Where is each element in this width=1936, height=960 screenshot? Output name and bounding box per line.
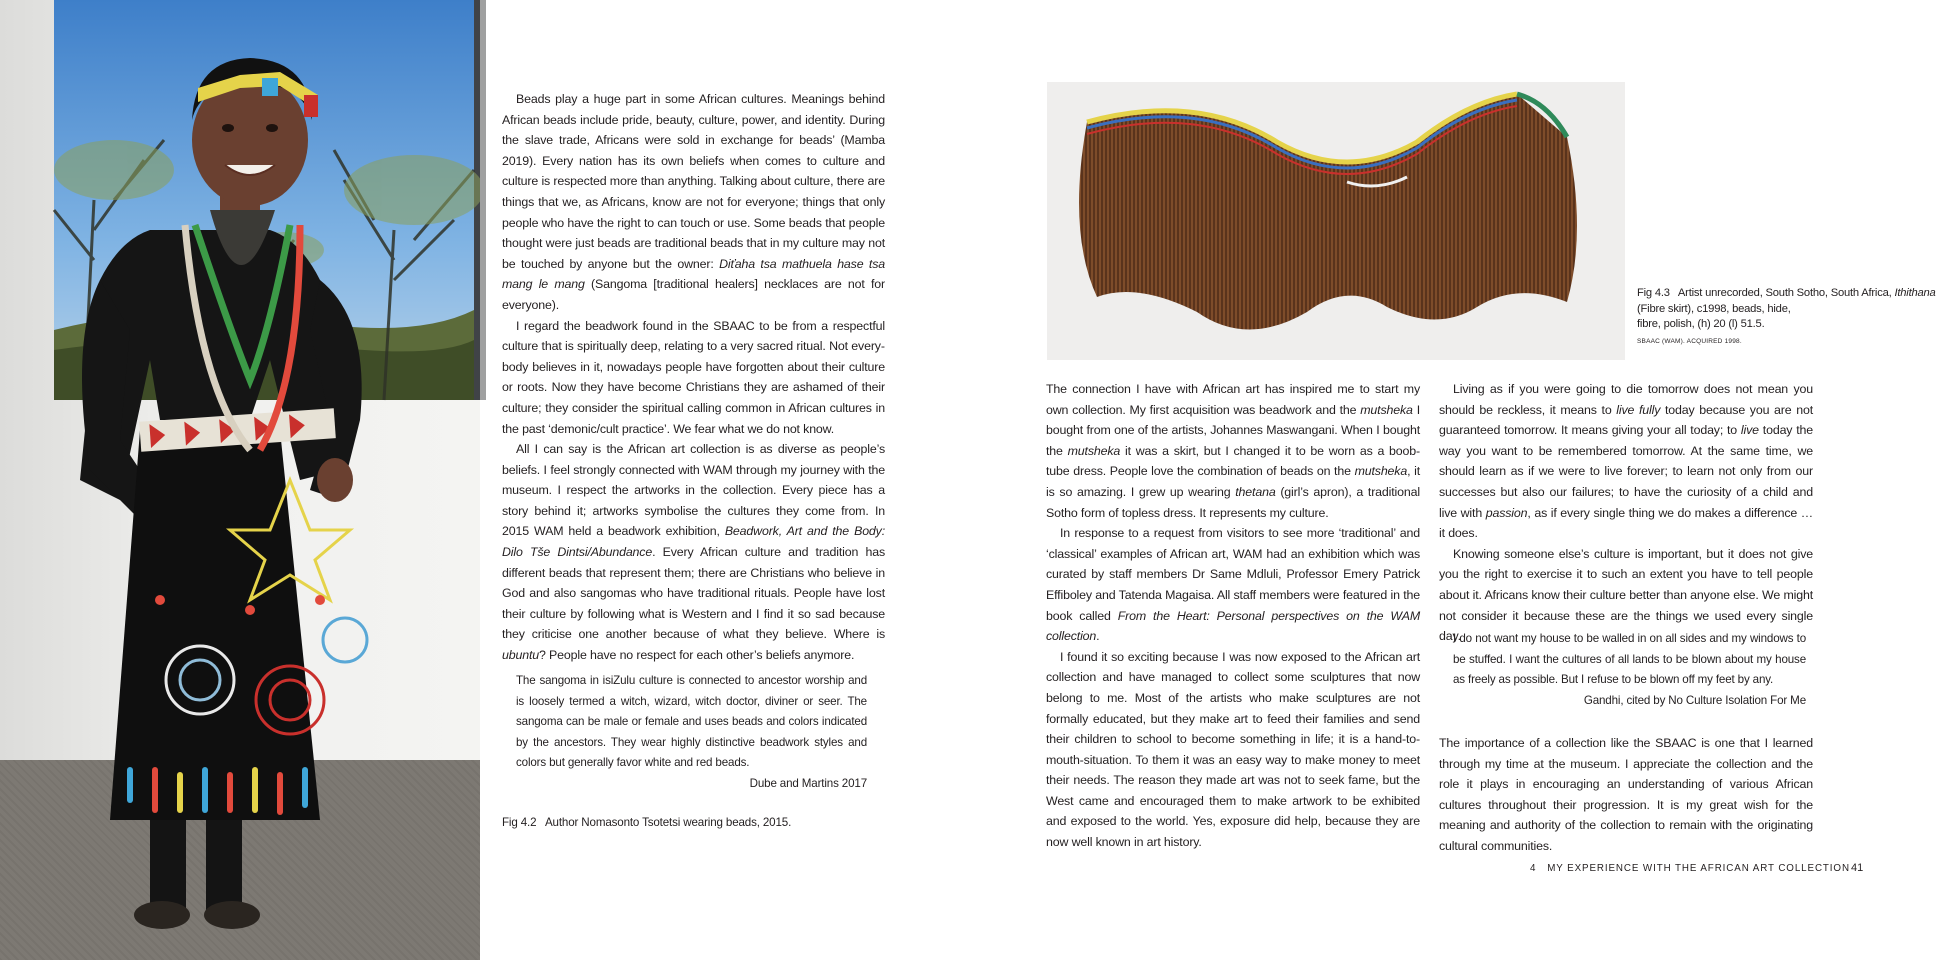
- quote-source: Gandhi, cited by No Culture Isolation For Me: [1583, 693, 1806, 707]
- figure-4-3-caption-text: Fig 4.3 Artist unrecorded, South Sotho, South Africa, Ithithana (Fibre skirt), c1998, beads, hide, fibre, polish, (h) 20 (l) 51.5.: [1637, 287, 1936, 330]
- author-photo: [0, 0, 480, 960]
- paragraph: The importance of a collection like the SBAAC is one that I learned through my time at the museum. I appreciate the collection and the role it plays in encouraging an understanding of various African cultures throughout their progression. It is my great wish for the meaning and authority of the collection to remain with the originating cultural communities.: [1439, 736, 1813, 853]
- paragraph: I regard the beadwork found in the SBAAC to be from a respectful culture that is spiritually deep, relating to a very sacred ritual. Not everybody believes in it, nowadays people have forgotten about their culture or roots. Now they have become Christians they are ashamed of their culture; they consider the spiritual calling common in African cultures in the past ‘demonic/cult practice’. We fear what we do not know.: [502, 318, 885, 436]
- block-quote-sangoma: [516, 671, 867, 795]
- column-left: [502, 89, 885, 666]
- fibre-skirt-illustration: [1047, 82, 1625, 360]
- paragraph: Knowing someone else’s culture is important, but it does not give you the right to exercise it to such an extent you have to tell people about it. Africans know their culture better than anyone else. We might not consider it because these are the things we used every single day.: [1439, 546, 1813, 644]
- column-right-closing: [1439, 733, 1813, 857]
- column-right: [1439, 379, 1813, 647]
- paragraph: Beads play a huge part in some African cultures. Meanings behind African beads include pride, beauty, culture, power, and identity. During the slave trade, Africans were sold in exchange for beads’ (Mamba 2019). Every nation has its own beliefs when comes to culture and culture is respected more than anything. Talking about culture, there are things that we, as Africans, know are not for everyone; things that only people who have the right to can touch or use. Some beads that people thought were just beads are traditional beads that in my culture may not be touched by anyone but the owner: Diťaha tsa mathuela hase tsa mang le mang (Sangoma [traditional healers] necklaces are not for everyone).: [502, 92, 886, 312]
- paragraph: In response to a request from visitors to see more ‘traditional’ and ‘classical’ examples of African art, WAM had an exhibition which was curated by staff members Dr Same Mdluli, Professor Emery Patrick Effiboley and Tatenda Magaisa. All staff members were featured in the book called From the Heart: Personal perspectives on the WAM collection.: [1046, 526, 1421, 644]
- paragraph: All I can say is the African art collection is as diverse as people’s beliefs. I feel strongly connected with WAM through my journey with the museum. I respect the artworks in the collection. Every piece has a story behind it; artworks symbolise the cultures they come from. In 2015 WAM held a beadwork exhibition, Beadwork, Art and the Body: Dilo Tše Dintsi/Abundance. Every African culture and tradition has different beads that represent them; there are Christians who believe in God and also sangomas who have traditional rituals. People have lost their culture by following what is Western and I find it so sad because they criticise one another because of what they believe. Where is ubuntu? People have no respect for each other’s beliefs anymore.: [502, 442, 886, 663]
- column-middle: [1046, 379, 1420, 853]
- quote-text: The sangoma in isiZulu culture is connected to ancestor worship and is loosely termed a witch, wizard, witch doctor, diviner or seer. The sangoma can be male or female and uses beads and colors indicated by the ancestors. They wear highly distinctive beadwork styles and colors but generally favor white and red beads.: [516, 674, 867, 770]
- running-head: 4 MY EXPERIENCE WITH THE AFRICAN ART COLLECTION: [1530, 863, 1850, 874]
- figure-4-3-image: [1047, 82, 1625, 360]
- figure-4-3-credit: SBAAC (WAM). ACQUIRED 1998.: [1637, 337, 1742, 345]
- author-figure: [0, 0, 480, 960]
- figure-4-3-caption: [1637, 286, 1936, 346]
- book-page: [480, 0, 1936, 960]
- paragraph: Living as if you were going to die tomorrow does not mean you should be reckless, it means to live fully today because you are not guaranteed tomorrow. It means giving your all today; to live today the way you want to be remembered tomorrow. At the same time, we should learn as if we were to live forever; to learn not only from our successes but also our failures; to have the curiosity of a child and live with passion, as if every single thing we do makes a difference … it does.: [1439, 382, 1813, 541]
- block-quote-gandhi: [1453, 629, 1806, 711]
- quote-source: Dube and Martins 2017: [749, 776, 867, 790]
- quote-text: I do not want my house to be walled in on all sides and my windows to be stuffed. I want the cultures of all lands to be blown about my house as freely as possible. But I refuse to be blown off my feet by any.: [1453, 632, 1806, 687]
- figure-4-2-caption: Fig 4.2 Author Nomasonto Tsotetsi wearing beads, 2015.: [502, 816, 792, 829]
- page-number: 41: [1851, 862, 1864, 874]
- paragraph: I found it so exciting because I was now exposed to the African art collection and have managed to collect some sculptures that now belong to me. Most of the artists who make sculptures are not formally educated, but they make art to feed their families and send their children to school to become something in life; it is a hand-to-mouth-situation. To them it was an easy way to make money to meet their needs. The reason they made art was not to seek fame, but the West came and encouraged them to make artwork to be exhibited and exposed to the world. Yes, exposure did help, because they are now well known in art history.: [1046, 649, 1420, 850]
- paragraph: The connection I have with African art has inspired me to start my own collection. My first acquisition was beadwork and the mutsheka I bought from one of the artists, Johannes Maswangani. When I bought the mutsheka it was a skirt, but I changed it to be worn as a boob-tube dress. People love the combination of beads on the mutsheka, it is so amazing. I grew up wearing thetana (girl’s apron), a traditional Sotho form of topless dress. It represents my culture.: [1046, 382, 1420, 520]
